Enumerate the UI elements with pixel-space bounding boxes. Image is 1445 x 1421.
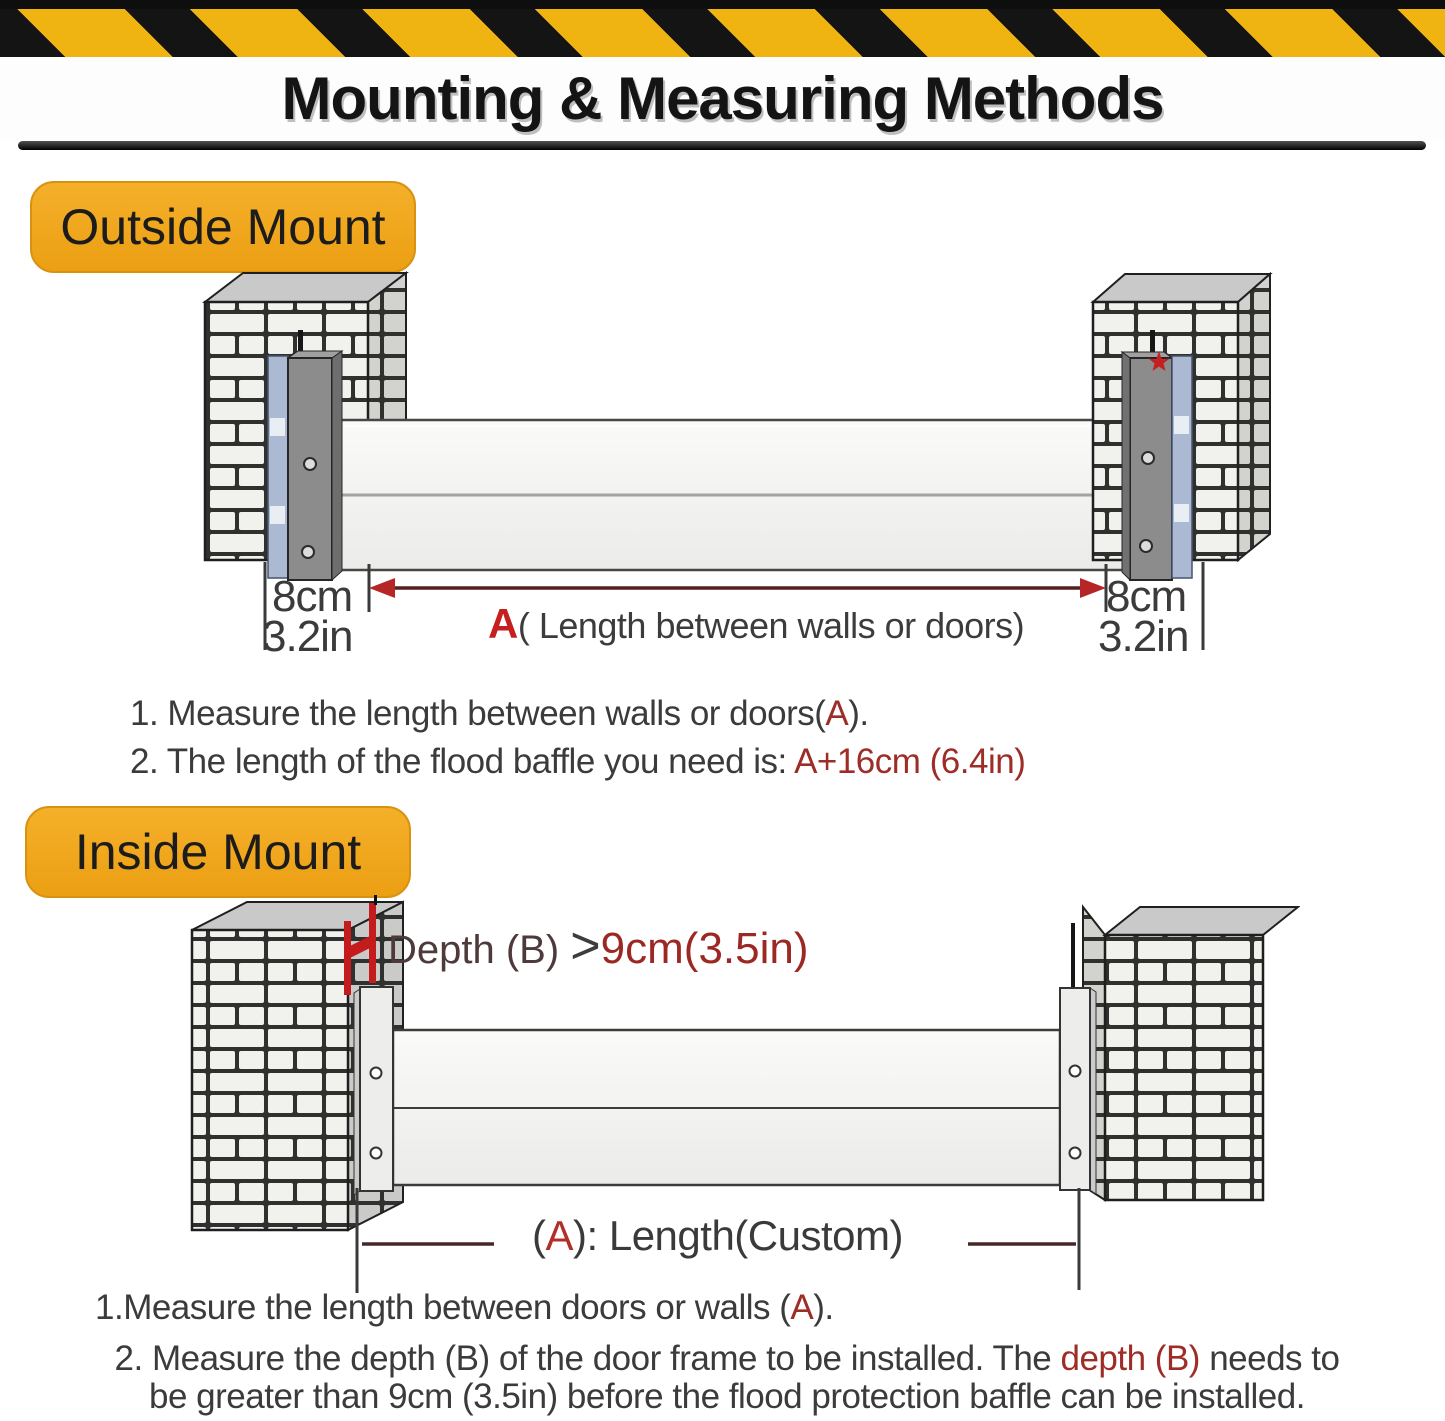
dimension-arrow [369, 578, 1106, 598]
outside-step-1-end: ). [848, 694, 869, 733]
left-gap-in: 3.2in [262, 612, 353, 661]
length-a-symbol: A [545, 1212, 574, 1259]
length-a-annotation [488, 600, 1024, 648]
inside-step-2-end: needs to be greater than 9cm (3.5in) before the flood protection baffle can be installed. [149, 1339, 1340, 1416]
outside-mount-label-text: Outside Mount [60, 199, 386, 255]
mounting-channel-right [1060, 988, 1096, 1194]
inside-step-1 [95, 1288, 834, 1328]
header-divider [18, 141, 1426, 150]
outside-step-2-text: 2. The length of the flood baffle you need is: [130, 742, 795, 781]
custom-length-annotation [532, 1212, 903, 1260]
flood-barrier [332, 420, 1130, 570]
seal-strip-left [268, 356, 288, 578]
inside-mount-label [25, 806, 411, 898]
page-title: Mounting & Measuring Methods [281, 65, 1164, 132]
greater-than-symbol: > [570, 917, 601, 975]
outside-step-2-red: A+16cm (6.4in) [794, 742, 1026, 781]
inside-step-2 [92, 1340, 1362, 1416]
inside-step-2-red: depth (B) [1060, 1339, 1200, 1378]
right-gap-in: 3.2in [1098, 612, 1189, 661]
mounting-channel-left [354, 987, 393, 1195]
length-a-text: ( Length between walls or doors) [517, 605, 1025, 646]
flood-barrier [393, 1030, 1060, 1185]
left-gap-cm: 8cm [272, 572, 353, 621]
inside-step-2-text: 2. Measure the depth (B) of the door frame to be installed. The [114, 1339, 1061, 1378]
depth-label: Depth (B) [388, 928, 571, 972]
mounting-channel-right [1122, 352, 1172, 580]
length-open-paren: ( [532, 1212, 546, 1259]
outside-step-1 [130, 694, 869, 734]
outside-step-1-red: A [825, 694, 849, 733]
mounting-channel-left [288, 351, 342, 580]
inside-mount-label-text: Inside Mount [74, 824, 362, 880]
title-band [0, 57, 1445, 141]
length-text: ): Length(Custom) [573, 1212, 903, 1259]
outside-mount-label [30, 181, 416, 273]
length-a-symbol: A [488, 600, 518, 647]
inside-step-1-red: A [790, 1288, 814, 1327]
anchor-bolt-right [1071, 923, 1075, 987]
inside-step-1-end: ). [813, 1288, 834, 1327]
seal-strip-right [1172, 356, 1192, 578]
outside-step-2 [130, 742, 1025, 782]
depth-annotation [388, 916, 809, 976]
brick-pillar-right [1083, 907, 1298, 1200]
inside-step-1-text: 1.Measure the length between doors or walls ( [95, 1288, 791, 1327]
right-gap-cm: 8cm [1106, 572, 1187, 621]
hazard-stripe-banner [0, 0, 1445, 57]
depth-value: 9cm(3.5in) [600, 924, 809, 973]
outside-step-1-text: 1. Measure the length between walls or doors( [130, 694, 826, 733]
